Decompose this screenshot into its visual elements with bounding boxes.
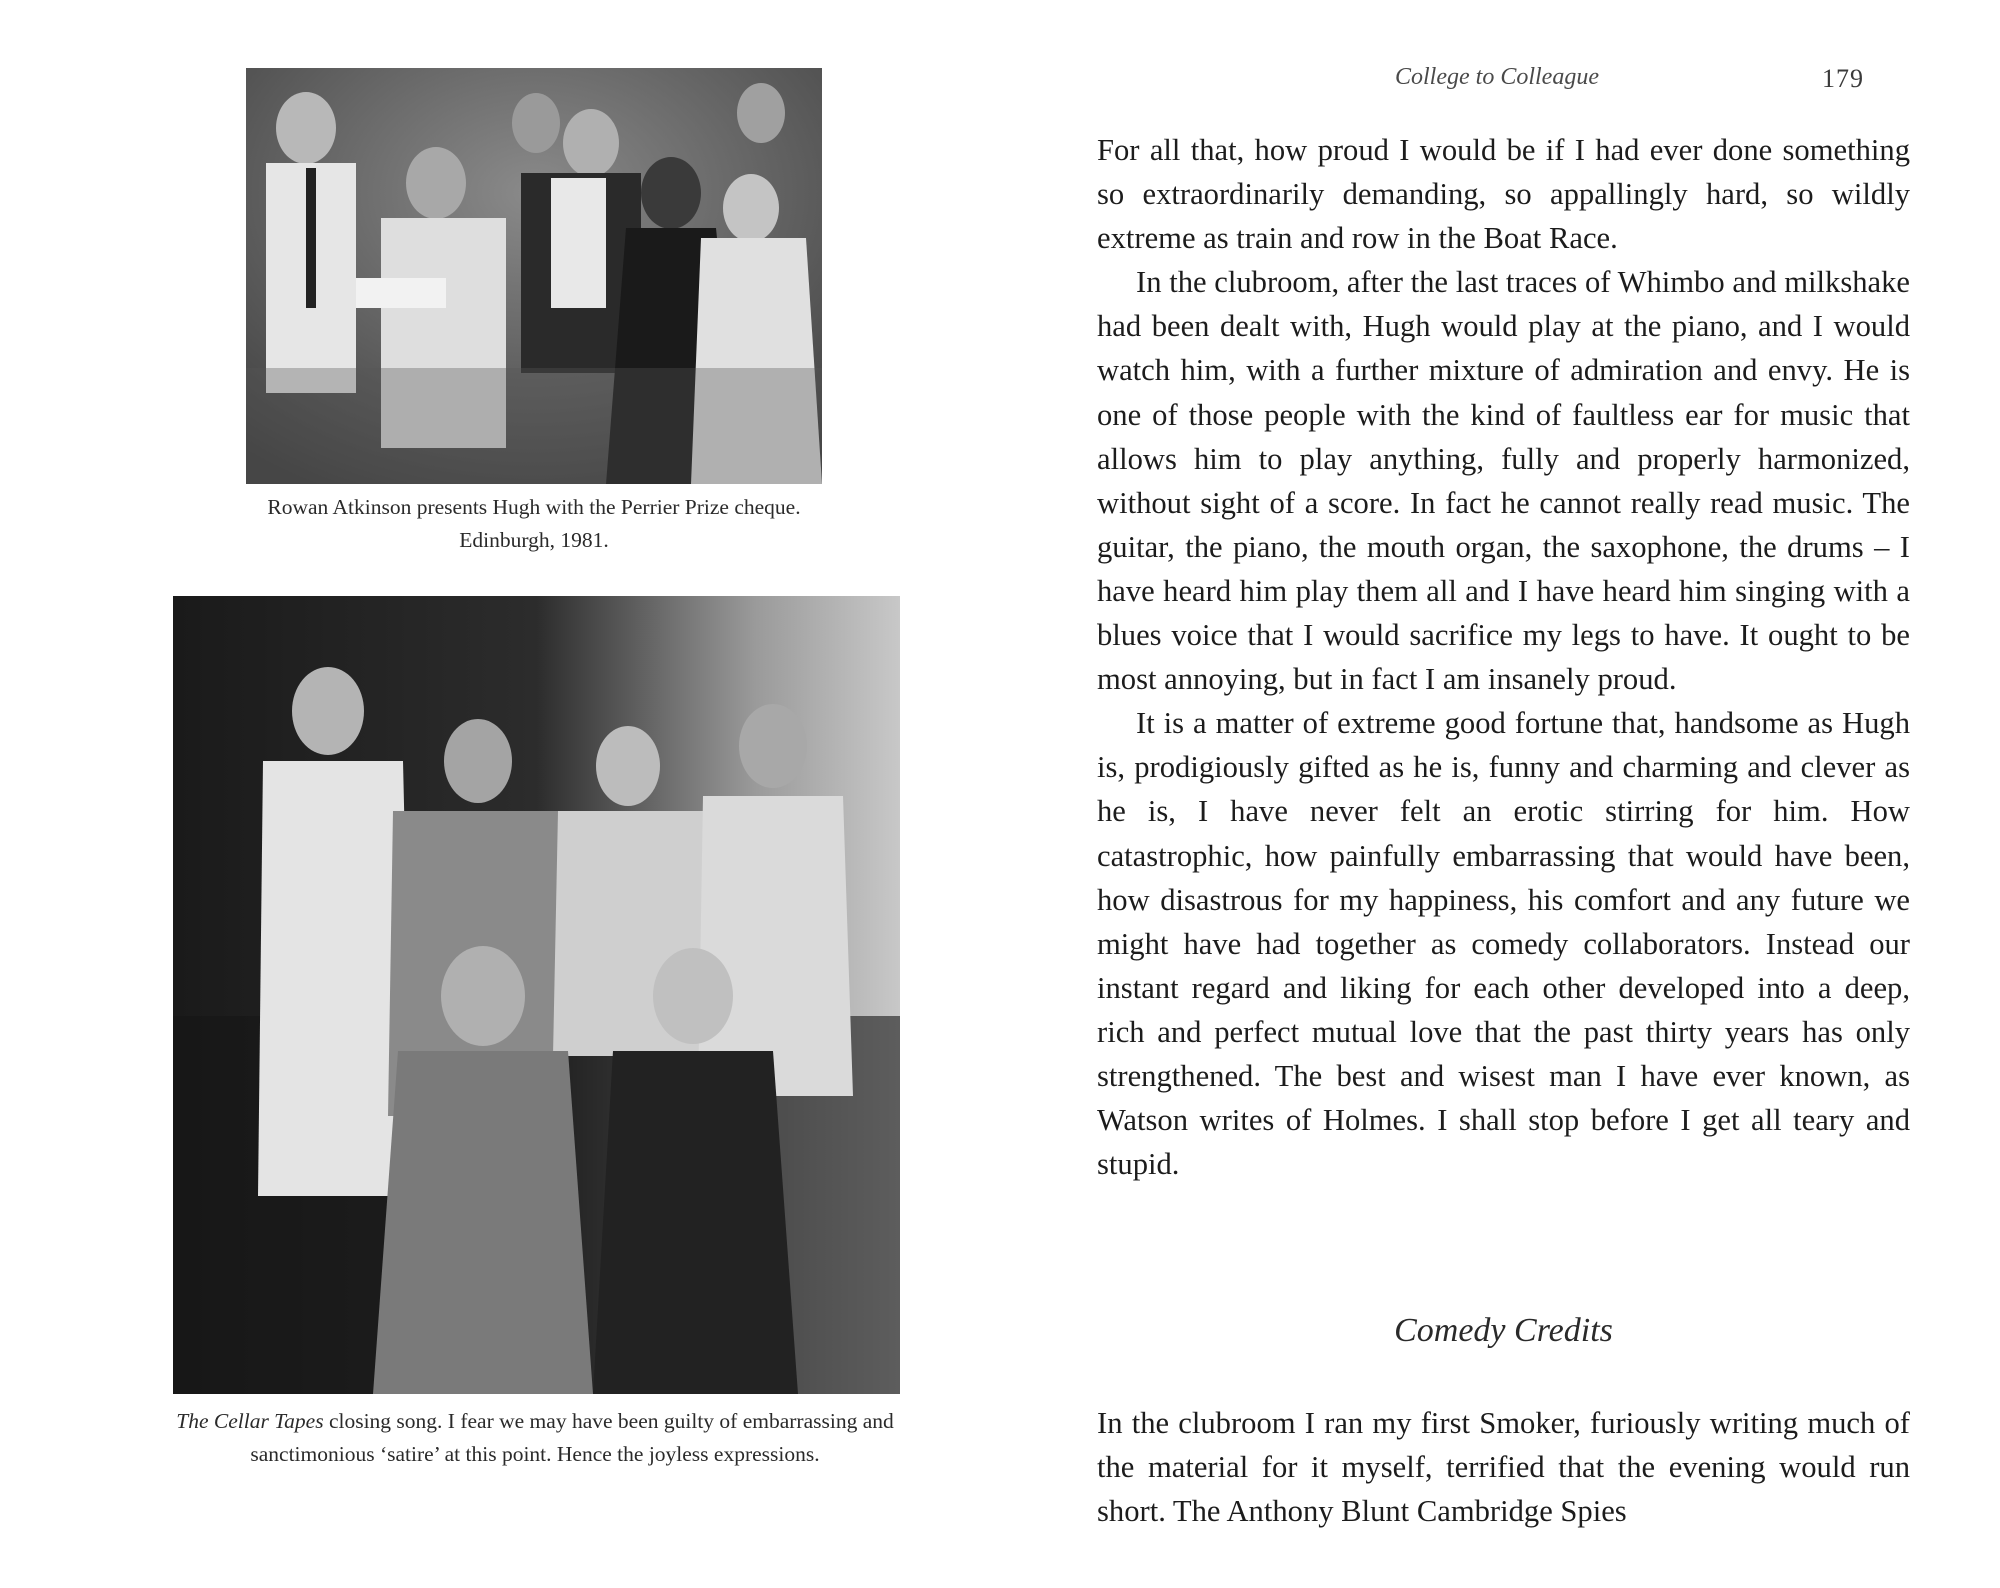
section-heading: Comedy Credits bbox=[1394, 1312, 1613, 1349]
cellar-tapes-photo bbox=[173, 596, 900, 1394]
photo-caption-perrier-prize: Rowan Atkinson presents Hugh with the Perrier Prize cheque. Edinburgh, 1981. bbox=[267, 495, 801, 552]
right-page bbox=[1000, 0, 2000, 1588]
paragraph: In the clubroom, after the last traces of Whimbo and milkshake had been dealt with, Hugh would play at the piano, and I would watch him, with a further mixture of admiration and envy. He is one of those people with the kind of faultless ear for music that allows him to play anything, fully and properly harmonized, without sight of a score. In fact he cannot really read music. The guitar, the piano, the mouth organ, the saxophone, the drums – I have heard him play them all and I have heard him singing with a blues voice that I would sacrifice my legs to have. It ought to be most annoying, but in fact I am insanely proud. bbox=[1097, 265, 1910, 697]
page-number: 179 bbox=[1822, 64, 1864, 93]
section-paragraph: In the clubroom I ran my first Smoker, furiously writing much of the material for it myself, terrified that the evening would run short. The Anthony Blunt Cambridge Spies bbox=[1097, 1406, 1910, 1529]
photo-caption-cellar-tapes bbox=[170, 1405, 900, 1471]
caption-show-title: The Cellar Tapes bbox=[176, 1409, 324, 1433]
body-text bbox=[1097, 128, 1910, 1186]
paragraph: For all that, how proud I would be if I had ever done something so extraordinarily demanding, so appallingly hard, so wildly extreme as train and row in the Boat Race. bbox=[1097, 133, 1910, 256]
running-head: College to Colleague bbox=[1395, 64, 1599, 90]
paragraph: It is a matter of extreme good fortune that, handsome as Hugh is, prodigiously gifted as he is, funny and charming and clever as he is, I have never felt an erotic stirring for him. How catastrophic, how painfully embarrassing that would have been, how disastrous for my happiness, his comfort and any future we might have had together as comedy collaborators. Instead our instant regard and liking for each other developed into a deep, rich and perfect mutual love that the past thirty years has only strengthened. The best and wisest man I have ever known, as Watson writes of Holmes. I shall stop before I get all teary and stupid. bbox=[1097, 706, 1910, 1182]
perrier-prize-photo bbox=[246, 68, 822, 484]
caption-text: closing song. I fear we may have been guilty of embarrassing and sanctimonious ‘satire’ at this point. Hence the joyless expressions. bbox=[250, 1409, 894, 1466]
